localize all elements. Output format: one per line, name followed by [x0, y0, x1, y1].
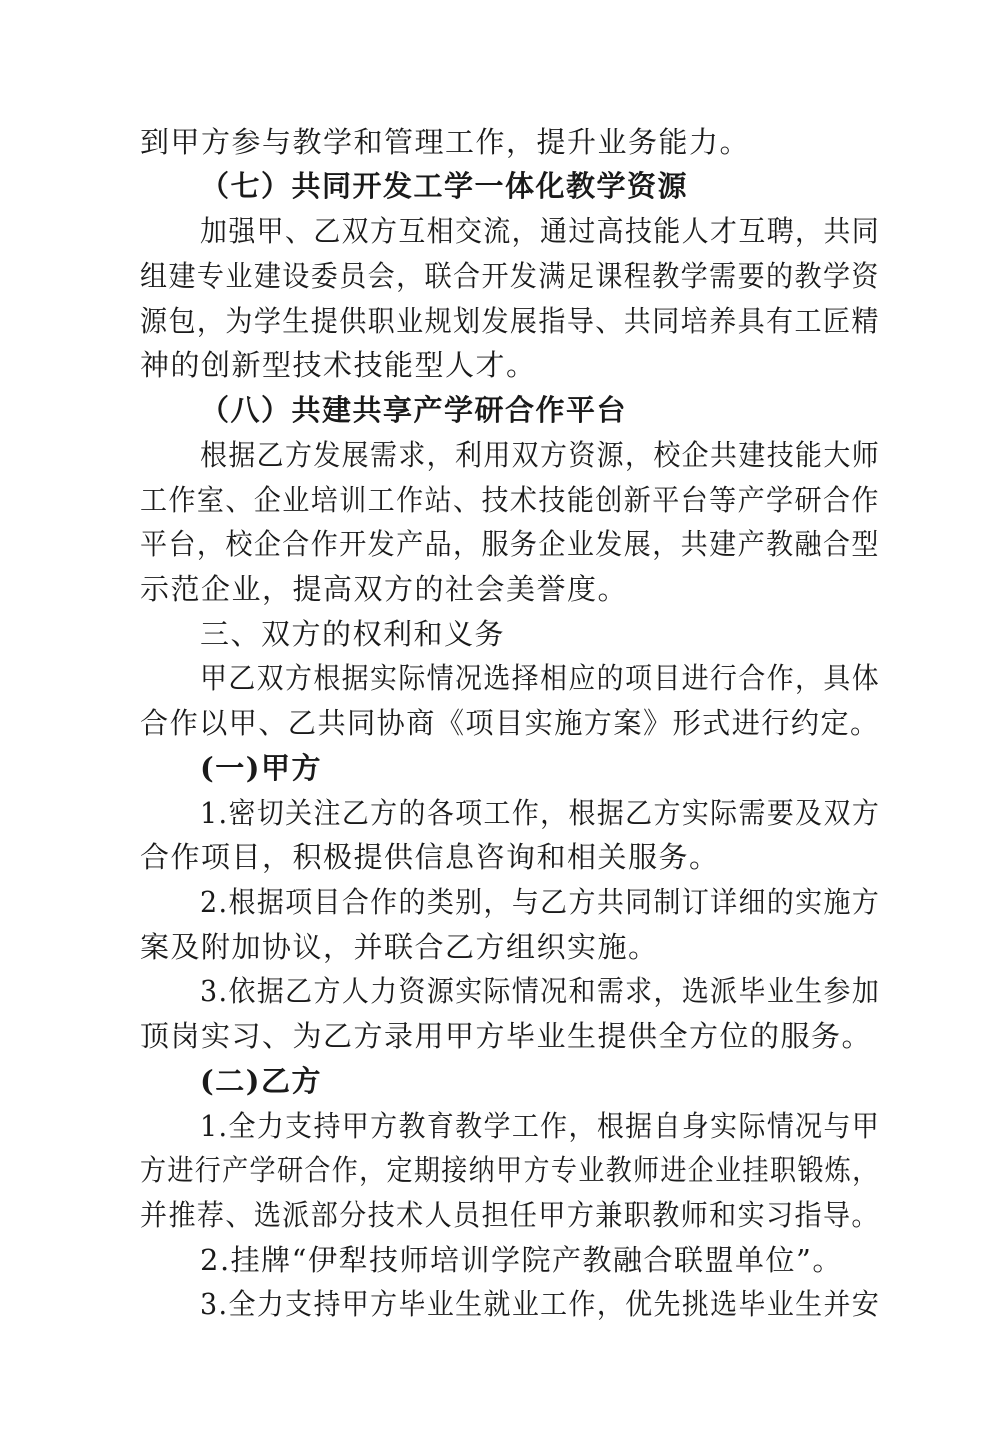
section-heading: （八）共建共享产学研合作平台 — [200, 393, 628, 427]
section-heading: 三、双方的权利和义务 — [200, 617, 506, 651]
text-line: 神的创新型技术技能型人才。 — [140, 348, 537, 382]
text-line: 3.全力支持甲方毕业生就业工作，优先挑选毕业生并安 — [200, 1287, 881, 1321]
text-line: 方进行产学研合作，定期接纳甲方专业教师进企业挂职锻炼， — [140, 1153, 880, 1187]
text-line: 1.全力支持甲方教育教学工作，根据自身实际情况与甲 — [200, 1109, 881, 1143]
text-line: 2.挂牌“伊犁技师培训学院产教融合联盟单位”。 — [200, 1243, 843, 1277]
text-line: 合作以甲、乙共同协商《项目实施方案》形式进行约定。 — [140, 706, 880, 740]
text-line: 工作室、企业培训工作站、技术技能创新平台等产学研合作 — [140, 483, 880, 517]
text-line: 案及附加协议，并联合乙方组织实施。 — [140, 930, 659, 964]
text-line: 根据乙方发展需求，利用双方资源，校企共建技能大师 — [200, 438, 881, 472]
text-line: 示范企业，提高双方的社会美誉度。 — [140, 572, 629, 606]
text-line: 到甲方参与教学和管理工作，提升业务能力。 — [140, 125, 751, 159]
text-line: 3.依据乙方人力资源实际情况和需求，选派毕业生参加 — [200, 974, 881, 1008]
text-line: 平台，校企合作开发产品，服务企业发展，共建产教融合型 — [140, 527, 880, 561]
text-line: 2.根据项目合作的类别，与乙方共同制订详细的实施方 — [200, 885, 881, 919]
text-line: 1.密切关注乙方的各项工作，根据乙方实际需要及双方 — [200, 796, 881, 830]
text-line: 顶岗实习、为乙方录用甲方毕业生提供全方位的服务。 — [140, 1019, 873, 1053]
section-heading: (一)甲方 — [200, 751, 322, 785]
section-heading: （七）共同开发工学一体化教学资源 — [200, 169, 689, 203]
text-line: 并推荐、选派部分技术人员担任甲方兼职教师和实习指导。 — [140, 1198, 880, 1232]
section-heading: (二)乙方 — [200, 1064, 322, 1098]
text-line: 组建专业建设委员会，联合开发满足课程教学需要的教学资 — [140, 259, 880, 293]
text-line: 甲乙双方根据实际情况选择相应的项目进行合作，具体 — [200, 661, 881, 695]
text-line: 合作项目，积极提供信息咨询和相关服务。 — [140, 840, 720, 874]
text-line: 源包，为学生提供职业规划发展指导、共同培养具有工匠精 — [140, 304, 880, 338]
text-line: 加强甲、乙双方互相交流，通过高技能人才互聘，共同 — [200, 214, 881, 248]
